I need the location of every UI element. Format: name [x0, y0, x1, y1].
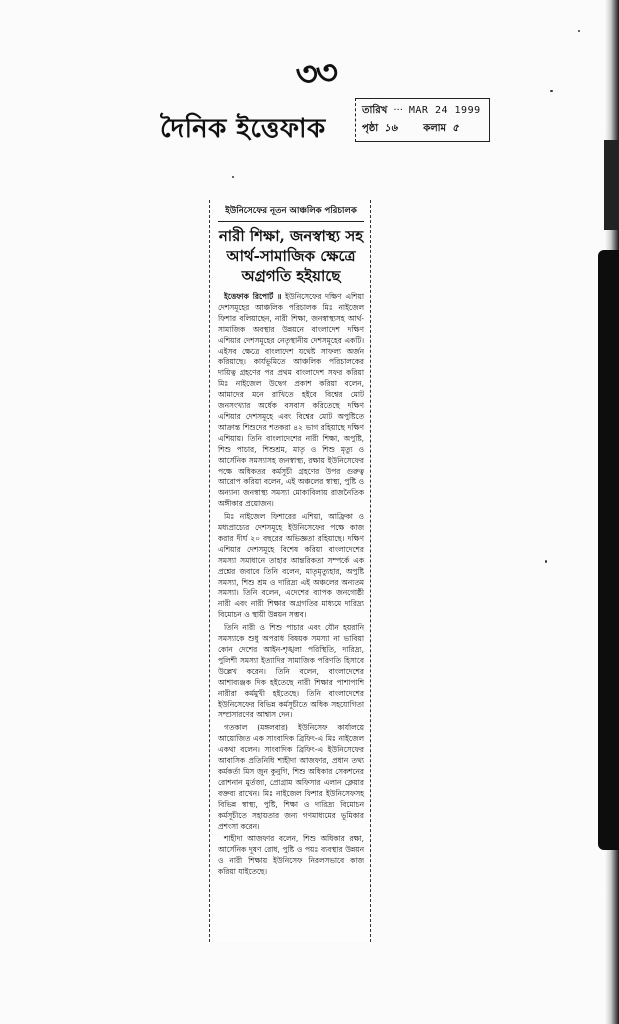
article-body: [218, 292, 364, 878]
scan-dark-mark-upper: [604, 140, 619, 230]
scan-dark-mark: [598, 250, 619, 850]
article-headline: [218, 226, 364, 286]
article-paragraph: শাহীদা আজফার বলেন, শিশু অধিকার রক্ষা, আর্সেনিক দূষণ রোধ, পুষ্টি ও পয়ঃ ব্যবস্থার উন্নয়ন ও নারী শিক্ষায় ইউনিসেফ নিরলসভাবে কাজ করিয়া যাইতেছে।: [218, 834, 364, 877]
newspaper-masthead: দৈনিক ইত্তেফাক: [160, 114, 326, 144]
article-paragraph: গতকাল (মঙ্গলবার) ইউনিসেফ কার্যালয়ে আয়োজিত এক সাংবাদিক ব্রিফিং-এ মিঃ নাইজেল একথা বলেন। সাংবাদিক ব্রিফিং-এ ইউনিসেফের আবাসিক প্রতিনিধি শাহীদা আজফার, প্রধান তথ্য কর্মকর্তা মিস জুন কুনুগি, শিশু অধিকার সেকশনের রোশনান মুর্তজা, প্রোগ্রাম অফিসার এলান ক্লেয়ার বক্তব্য রাখেন। মিঃ নাইজেল ফিশার ইউনিসেফসহ বিভিন্ন স্বাস্থ্য, পুষ্টি, শিক্ষা ও দারিদ্র্য বিমোচন কর্মসূচীতে সহায়তার জন্য গণমাধ্যমের ভূমিকার প্রশংসা করেন।: [218, 723, 364, 831]
scan-speck: [545, 560, 547, 563]
scan-speck: [232, 176, 234, 178]
article-byline: ইত্তেফাক রিপোর্ট ॥: [224, 292, 282, 301]
stamp-column-value: ৫: [452, 123, 459, 134]
stamp-page-label: পৃষ্ঠা: [362, 123, 379, 134]
headline-line-2: আর্থ-সামাজিক ক্ষেত্রে: [226, 247, 356, 265]
article-kicker: ইউনিসেফের নূতন আঞ্চলিক পরিচালক: [218, 204, 364, 222]
stamp-page-row: [362, 120, 483, 138]
stamp-date-value: MAR 24 1999: [408, 105, 481, 116]
article-paragraph: [218, 292, 364, 510]
stamp-date-row: [362, 102, 483, 120]
article-paragraph: তিনি নারী ও শিশু পাচার এবং যৌন হয়রানি সমস্যাকে শুধু অপরাধ বিষয়ক সমস্যা না ভাবিয়া কোন দেশের আইন-শৃঙ্খলা পরিস্থিতি, দারিদ্র্য, পুলিশী সমস্যা ইত্যাদির সামাজিক পরিণতি হিসাবে উল্লেখ করেন। তিনি বলেন, বাংলাদেশের আশাব্যঞ্জক দিক হইতেছে নারী শিক্ষার পাশাপাশি নারীরা কর্মমুখী হইতেছে। তিনি বাংলাদেশের ইউনিসেফের বিভিন্ন কর্মসূচীতে অধিক সহযোগিতা সম্প্রসারণের আশ্বাস দেন।: [218, 623, 364, 720]
article-paragraph: মিঃ নাইজেল ফিশারের এশিয়া, আফ্রিকা ও মধ্যপ্রাচ্যের দেশসমূহে ইউনিসেফের পক্ষে কাজ করার দীর্ঘ ২০ বছরের অভিজ্ঞতা রহিয়াছে। দক্ষিণ এশিয়ার দেশসমূহে বিশেষ করিয়া বাংলাদেশের সমস্যা সমাধানে তাহার আন্তরিকতা সম্পর্কে এক প্রশ্নের জবাবে তিনি বলেন, মাতৃমৃত্যুহার, অপুষ্টি সমস্যা, শিশু শ্রম ও দারিদ্র্য এই অঞ্চলের অন্যতম সমস্যা। তিনি বলেন, এদেশের ব্যাপক জনগোষ্ঠী নারী এবং নারী শিক্ষার অগ্রগতির মাধ্যমে দারিদ্র্য বিমোচন ও স্থায়ী উন্নয়ন সম্ভব।: [218, 512, 364, 620]
scan-speck: [578, 30, 580, 32]
archive-stamp: [355, 98, 490, 142]
news-clipping: [209, 200, 371, 942]
stamp-date-label: তারিখ: [362, 105, 388, 116]
handwritten-page-number: ৩৩: [294, 52, 338, 96]
stamp-column-label: কলাম: [423, 123, 447, 134]
stamp-page-value: ১৬: [384, 123, 398, 134]
headline-line-3: অগ্রগতি হইয়াছে: [241, 267, 341, 285]
headline-line-1: নারী শিক্ষা, জনস্বাস্থ্য সহ: [218, 227, 364, 245]
article-paragraph-text: ইউনিসেফের দক্ষিণ এশিয়া দেশসমূহের আঞ্চলিক পরিচালক মিঃ নাইজেল ফিশার বলিয়াছেন, নারী শিক্ষা, জনস্বাস্থ্যসহ আর্থ-সামাজিক অবস্থার উন্নয়নে বাংলাদেশ দক্ষিণ এশিয়ার দেশসমূহের নেতৃস্থানীয় দেশসমূহের একটি। এইসব ক্ষেত্রে বাংলাদেশ যথেষ্ট সাফল্য অর্জন করিয়াছে। কার্যভূমিতে আঞ্চলিক পরিচালকের দায়িত্ব গ্রহণের পর প্রথম বাংলাদেশ সফর করিয়া মিঃ নাইজেল উদ্বেগ প্রকাশ করিয়া বলেন, আমাদের মনে রাখিতে হইবে বিশ্বের মোট জনসংখ্যার অর্ধেক বসবাস করিতেছে দক্ষিণ এশিয়ার দেশসমূহে এবং বিশ্বের মোট অপুষ্টিতে আক্রান্ত শিশুদের শতকরা ৪২ ভাগ রহিয়াছে দক্ষিণ এশিয়ায়। তিনি বাংলাদেশের নারী শিক্ষা, অপুষ্টি, শিশু পাচার, শিশুশ্রম, মাতৃ ও শিশু মৃত্যু ও আর্সেনিক সমস্যাসহ জনস্বাস্থ্য, রক্ষায় ইউনিসেফের পক্ষে অধিকতর কর্মসূচী গ্রহণের উপর গুরুত্ব আরোপ করিয়া বলেন, এই অঞ্চলের স্বাস্থ্য, পুষ্টি ও অন্যান্য জনস্বাস্থ্য সমস্যা মোকাবিলায় রাজনৈতিক অঙ্গীকার প্রয়োজন।: [218, 292, 364, 509]
stamp-dots: ···: [393, 105, 403, 116]
scan-speck: [550, 90, 553, 92]
